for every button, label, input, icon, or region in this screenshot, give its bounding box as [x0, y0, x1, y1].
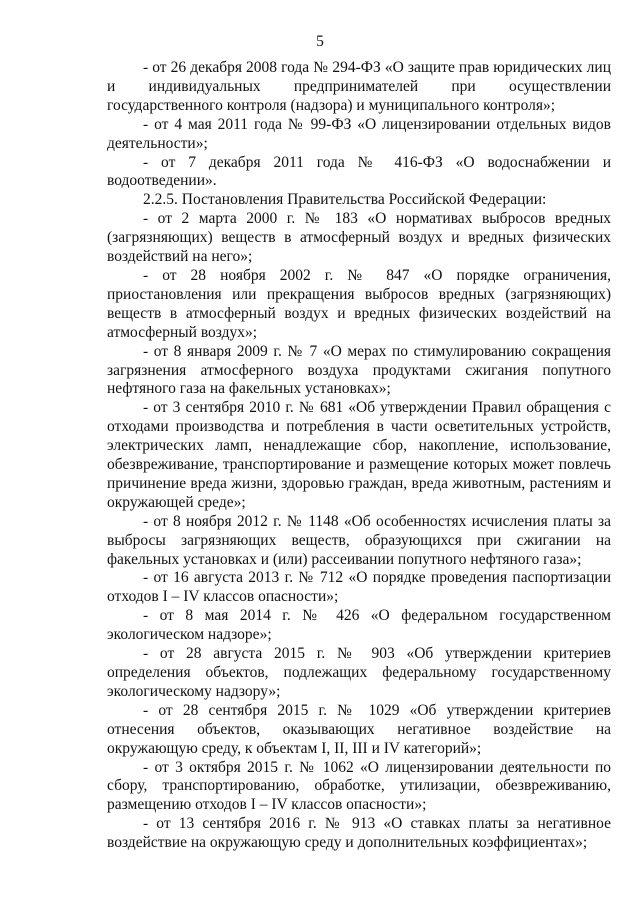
law-item-416-fz: - от 7 декабря 2011 года № 416-ФЗ «О водоснабжении и водоотведении».	[107, 153, 611, 190]
document-body	[107, 59, 611, 853]
resolution-item-681: - от 3 сентября 2010 г. № 681 «Об утверждении Правил обращения с отходами производства и потребления в части осветительных устройств, электрических ламп, ненадлежащие сбор, накопление, использование, обезвреживание, транспортирование и размещение которых может повлечь причинение вреда жизни, здоровью граждан, вреда животным, растениям и окружающей среде»;	[107, 399, 611, 511]
resolution-item-1148: - от 8 ноября 2012 г. № 1148 «Об особенностях исчисления платы за выбросы загрязняющих веществ, образующихся при сжигании на факельных установках и (или) рассеивании попутного нефтяного газа»;	[107, 512, 611, 568]
resolution-item-903: - от 28 августа 2015 г. № 903 «Об утверждении критериев определения объектов, подлежащих федеральному государственному экологическому надзору»;	[107, 645, 611, 700]
resolution-item-847: - от 28 ноября 2002 г. № 847 «О порядке ограничения, приостановления или прекращения выбросов вредных (загрязняющих) веществ в атмосферный воздух и вредных физических воздействий на атмосферный воздух»;	[107, 266, 611, 341]
section-heading-2-2-5: 2.2.5. Постановления Правительства Российской Федерации:	[143, 191, 547, 209]
law-item-294-fz: - от 26 декабря 2008 года № 294-ФЗ «О защите прав юридических лиц и индивидуальных предпринимателей при осуществлении государственного контроля (надзора) и муниципального контроля»;	[107, 59, 611, 114]
resolution-item-712: - от 16 августа 2013 г. № 712 «О порядке проведения паспортизации отходов I – IV классов опасности»;	[107, 569, 611, 606]
resolution-item-1029: - от 28 сентября 2015 г. № 1029 «Об утверждении критериев отнесения объектов, оказывающих негативное воздействие на окружающую среду, к объектам I, II, III и IV категорий»;	[107, 701, 611, 757]
resolution-item-1062: - от 3 октября 2015 г. № 1062 «О лицензировании деятельности по сбору, транспортированию, обработке, утилизации, обезвреживанию, размещению отходов I – IV классов опасности»;	[107, 758, 611, 814]
law-item-99-fz: - от 4 мая 2011 года № 99-ФЗ «О лицензировании отдельных видов деятельности»;	[107, 115, 611, 152]
resolution-item-426: - от 8 мая 2014 г. № 426 «О федеральном государственном экологическом надзоре»;	[107, 607, 611, 644]
page-number: 5	[316, 33, 324, 50]
resolution-item-913: - от 13 сентября 2016 г. № 913 «О ставках платы за негативное воздействие на окружающую среду и дополнительных коэффициентах»;	[107, 815, 611, 852]
resolution-item-183: - от 2 марта 2000 г. № 183 «О нормативах выбросов вредных (загрязняющих) веществ в атмосферный воздух и вредных физических воздействий на него»;	[107, 210, 611, 266]
resolution-item-7: - от 8 января 2009 г. № 7 «О мерах по стимулированию сокращения загрязнения атмосферного воздуха продуктами сжигания попутного нефтяного газа на факельных установках»;	[107, 342, 611, 398]
